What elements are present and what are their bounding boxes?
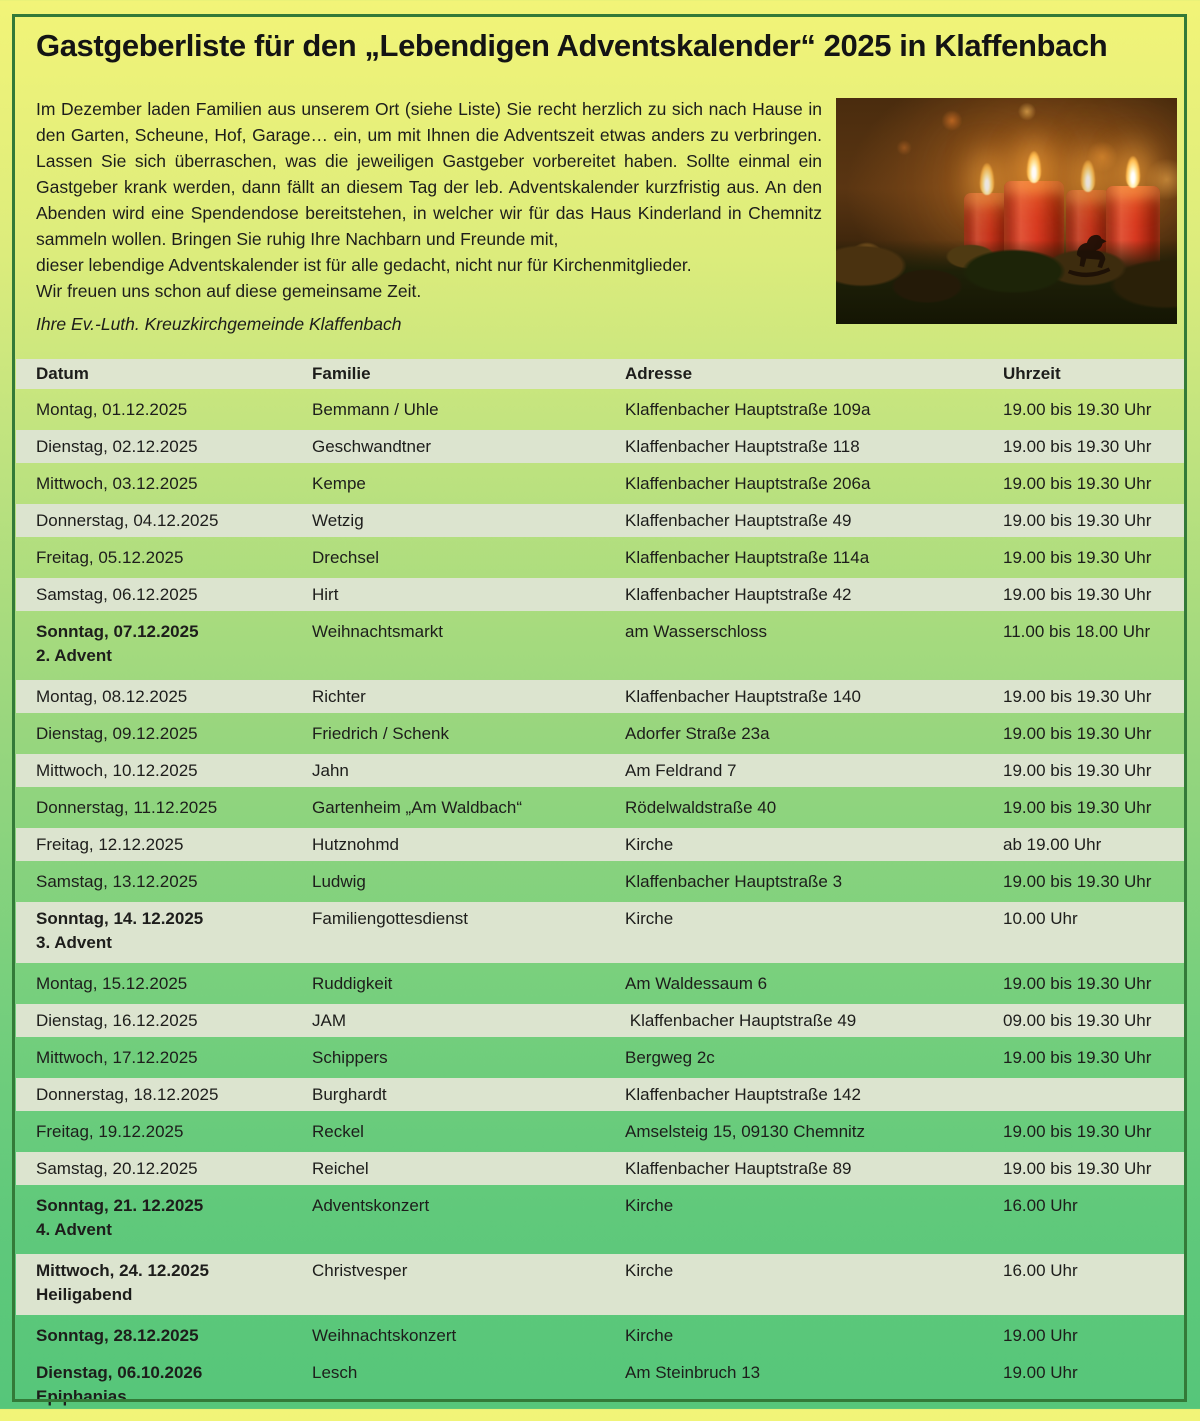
cell-adresse: Kirche bbox=[625, 909, 674, 928]
intro-line: Gastgeber krank werden, dann fällt an diesem Tag der leb. Adventskalender kurzfristig aus. An den bbox=[36, 177, 822, 197]
cell-datum-subtitle: 3. Advent bbox=[36, 933, 112, 952]
cell-familie: Gartenheim „Am Waldbach“ bbox=[312, 797, 523, 817]
cell-datum: Mittwoch, 17.12.2025 bbox=[36, 1047, 198, 1067]
cell-adresse: Am Waldessaum 6 bbox=[625, 973, 768, 993]
table-row bbox=[16, 967, 1184, 1000]
candle-flame bbox=[980, 163, 995, 195]
cell-datum: Mittwoch, 03.12.2025 bbox=[36, 473, 198, 493]
cell-adresse: Kirche bbox=[625, 1196, 674, 1215]
cell-uhrzeit: 19.00 bis 19.30 Uhr bbox=[1003, 1047, 1152, 1067]
cell-datum: Dienstag, 16.12.2025 bbox=[36, 1010, 198, 1030]
cell-adresse: Klaffenbacher Hauptstraße 140 bbox=[625, 686, 861, 706]
table-row bbox=[16, 754, 1184, 787]
cell-uhrzeit: 19.00 Uhr bbox=[1003, 1325, 1078, 1345]
cell-uhrzeit: 19.00 bis 19.30 Uhr bbox=[1003, 871, 1152, 891]
cell-adresse: Amselsteig 15, 09130 Chemnitz bbox=[625, 1121, 866, 1141]
cell-uhrzeit: ab 19.00 Uhr bbox=[1003, 834, 1102, 854]
intro-line: sammeln wollen. Bringen Sie ruhig Ihre Nachbarn und Freunde mit, bbox=[36, 229, 559, 249]
cell-familie: Hutznohmd bbox=[312, 834, 399, 854]
cell-datum: Sonntag, 21. 12.2025 4. Advent bbox=[36, 1194, 312, 1242]
cell-uhrzeit: 19.00 bis 19.30 Uhr bbox=[1003, 797, 1152, 817]
cell-datum: Montag, 01.12.2025 bbox=[36, 399, 188, 419]
cell-datum-subtitle: 2. Advent bbox=[36, 646, 112, 665]
cell-datum: Mittwoch, 10.12.2025 bbox=[36, 760, 198, 780]
table-row bbox=[16, 865, 1184, 898]
cell-adresse: Rödelwaldstraße 40 bbox=[625, 797, 777, 817]
cell-adresse: Klaffenbacher Hauptstraße 89 bbox=[625, 1158, 852, 1178]
page-title: Gastgeberliste für den „Lebendigen Adventskalender“ 2025 in Klaffenbach bbox=[36, 28, 1108, 63]
cell-familie: Kempe bbox=[312, 473, 366, 493]
cell-adresse: Klaffenbacher Hauptstraße 49 bbox=[625, 510, 852, 530]
candle-flame bbox=[1126, 156, 1141, 188]
table-row bbox=[16, 1152, 1184, 1185]
table-row bbox=[16, 541, 1184, 574]
cell-familie: Richter bbox=[312, 686, 366, 706]
table-row bbox=[16, 680, 1184, 713]
cell-adresse: Kirche bbox=[625, 1261, 674, 1280]
table-row bbox=[16, 1078, 1184, 1111]
table-row bbox=[16, 1004, 1184, 1037]
cell-datum: Freitag, 19.12.2025 bbox=[36, 1121, 184, 1141]
table-row bbox=[16, 615, 1184, 676]
col-header-uhrzeit: Uhrzeit bbox=[1003, 364, 1061, 383]
cell-datum: Dienstag, 02.12.2025 bbox=[36, 436, 198, 456]
cell-adresse: Klaffenbacher Hauptstraße 3 bbox=[625, 871, 843, 891]
intro-line: Abenden wird eine Spendendose bereitstehen, in welcher wir für das Haus Kinderland in Chemnitz bbox=[36, 203, 822, 223]
wreath-greenery bbox=[836, 240, 1177, 324]
cell-adresse: Am Steinbruch 13 bbox=[625, 1363, 761, 1382]
table-row bbox=[16, 828, 1184, 861]
cell-datum: Donnerstag, 04.12.2025 bbox=[36, 510, 219, 530]
candle-flame bbox=[1027, 151, 1042, 183]
cell-uhrzeit: 19.00 bis 19.30 Uhr bbox=[1003, 473, 1152, 493]
intro-line: Wir freuen uns schon auf diese gemeinsame Zeit. bbox=[36, 281, 422, 301]
cell-familie: Ruddigkeit bbox=[312, 973, 393, 993]
cell-familie: Friedrich / Schenk bbox=[312, 723, 449, 743]
cell-datum-subtitle: Epiphanias bbox=[36, 1387, 127, 1406]
cell-familie: Schippers bbox=[312, 1047, 388, 1067]
cell-datum: Sonntag, 28.12.2025 bbox=[36, 1325, 199, 1345]
cell-adresse: Kirche bbox=[625, 834, 674, 854]
cell-datum: Dienstag, 06.10.2026 Epiphanias bbox=[36, 1361, 312, 1409]
cell-familie: Adventskonzert bbox=[312, 1196, 430, 1215]
cell-uhrzeit: 19.00 bis 19.30 Uhr bbox=[1003, 510, 1152, 530]
cell-uhrzeit: 19.00 Uhr bbox=[1003, 1363, 1078, 1382]
cell-uhrzeit: 19.00 bis 19.30 Uhr bbox=[1003, 973, 1152, 993]
cell-datum: Samstag, 13.12.2025 bbox=[36, 871, 198, 891]
cell-uhrzeit: 19.00 bis 19.30 Uhr bbox=[1003, 1121, 1152, 1141]
cell-adresse: Am Feldrand 7 bbox=[625, 760, 737, 780]
intro-line: dieser lebendige Adventskalender ist für alle gedacht, nicht nur für Kirchenmitglieder. bbox=[36, 255, 692, 275]
cell-uhrzeit: 19.00 bis 19.30 Uhr bbox=[1003, 547, 1152, 567]
advent-wreath-photo bbox=[836, 98, 1177, 324]
cell-adresse: am Wasserschloss bbox=[625, 622, 768, 641]
table-row bbox=[16, 430, 1184, 463]
cell-adresse: Klaffenbacher Hauptstraße 42 bbox=[625, 584, 852, 604]
cell-uhrzeit: 11.00 bis 18.00 Uhr bbox=[1003, 622, 1151, 641]
cell-uhrzeit: 19.00 bis 19.30 Uhr bbox=[1003, 584, 1152, 604]
table-row bbox=[16, 1254, 1184, 1315]
table-row bbox=[16, 902, 1184, 963]
table-row bbox=[16, 1115, 1184, 1148]
credit-line: Ihre Ev.-Luth. Kreuzkirchgemeinde Klaffenbach bbox=[36, 314, 402, 334]
cell-adresse: Klaffenbacher Hauptstraße 206a bbox=[625, 473, 871, 493]
cell-datum: Mittwoch, 24. 12.2025 Heiligabend bbox=[36, 1259, 312, 1307]
cell-adresse: Klaffenbacher Hauptstraße 142 bbox=[625, 1084, 861, 1104]
cell-familie: Weihnachtsmarkt bbox=[312, 622, 444, 641]
cell-adresse: Bergweg 2c bbox=[625, 1047, 715, 1067]
cell-uhrzeit: 19.00 bis 19.30 Uhr bbox=[1003, 686, 1152, 706]
col-header-datum: Datum bbox=[36, 364, 89, 383]
intro-paragraph bbox=[36, 96, 822, 304]
cell-familie: Lesch bbox=[312, 1363, 358, 1382]
table-row bbox=[16, 578, 1184, 611]
cell-familie: Bemmann / Uhle bbox=[312, 399, 439, 419]
table-row bbox=[16, 504, 1184, 537]
cell-uhrzeit: 19.00 bis 19.30 Uhr bbox=[1003, 399, 1152, 419]
cell-uhrzeit: 19.00 bis 19.30 Uhr bbox=[1003, 436, 1152, 456]
intro-line: Im Dezember laden Familien aus unserem Ort (siehe Liste) Sie recht herzlich zu sich nach Hause in bbox=[36, 99, 822, 119]
cell-uhrzeit: 16.00 Uhr bbox=[1003, 1261, 1078, 1280]
cell-datum: Montag, 15.12.2025 bbox=[36, 973, 188, 993]
cell-familie: Weihnachtskonzert bbox=[312, 1325, 457, 1345]
cell-datum-subtitle: 4. Advent bbox=[36, 1220, 112, 1239]
host-table bbox=[16, 359, 1184, 1421]
cell-adresse: Klaffenbacher Hauptstraße 109a bbox=[625, 399, 871, 419]
cell-uhrzeit: 10.00 Uhr bbox=[1003, 909, 1078, 928]
cell-familie: Wetzig bbox=[312, 510, 364, 530]
cell-datum: Dienstag, 09.12.2025 bbox=[36, 723, 198, 743]
table-row bbox=[16, 1319, 1184, 1352]
cell-uhrzeit: 19.00 bis 19.30 Uhr bbox=[1003, 723, 1152, 743]
table-header-row bbox=[16, 359, 1184, 389]
cell-uhrzeit: 09.00 bis 19.30 Uhr bbox=[1003, 1010, 1152, 1030]
cell-familie: Familiengottesdienst bbox=[312, 909, 468, 928]
table-row bbox=[16, 1041, 1184, 1074]
cell-adresse: Klaffenbacher Hauptstraße 114a bbox=[625, 547, 870, 567]
cell-familie: Christvesper bbox=[312, 1261, 408, 1280]
cell-familie: Geschwandtner bbox=[312, 436, 432, 456]
table-row bbox=[16, 1189, 1184, 1250]
table-row bbox=[16, 791, 1184, 824]
cell-datum-subtitle: Heiligabend bbox=[36, 1285, 133, 1304]
col-header-familie: Familie bbox=[312, 364, 371, 383]
cell-adresse: Kirche bbox=[625, 1325, 674, 1345]
cell-datum: Donnerstag, 18.12.2025 bbox=[36, 1084, 219, 1104]
cell-familie: Jahn bbox=[312, 760, 349, 780]
cell-datum: Freitag, 05.12.2025 bbox=[36, 547, 184, 567]
cell-adresse: Adorfer Straße 23a bbox=[625, 723, 770, 743]
cell-adresse: Klaffenbacher Hauptstraße 49 bbox=[625, 1010, 857, 1030]
cell-familie: Drechsel bbox=[312, 547, 380, 567]
intro-line: den Garten, Scheune, Hof, Garage… ein, um mit Ihnen die Adventszeit etwas anders zu verbringen. bbox=[36, 125, 822, 145]
rocking-horse-silhouette bbox=[1060, 216, 1116, 290]
cell-familie: Ludwig bbox=[312, 871, 366, 891]
cell-datum: Samstag, 06.12.2025 bbox=[36, 584, 198, 604]
col-header-adresse: Adresse bbox=[625, 364, 693, 383]
cell-familie: Hirt bbox=[312, 584, 339, 604]
intro-line: Lassen Sie sich überraschen, was die jeweiligen Gastgeber vorbereitet haben. Sollte einmal ein bbox=[36, 151, 822, 171]
cell-datum: Samstag, 20.12.2025 bbox=[36, 1158, 198, 1178]
cell-datum: Freitag, 12.12.2025 bbox=[36, 834, 184, 854]
cell-datum: Sonntag, 07.12.2025 2. Advent bbox=[36, 620, 312, 668]
cell-familie: JAM bbox=[312, 1010, 346, 1030]
table-row bbox=[16, 393, 1184, 426]
cell-datum: Sonntag, 14. 12.2025 3. Advent bbox=[36, 907, 312, 955]
table-row bbox=[16, 717, 1184, 750]
cell-familie: Reichel bbox=[312, 1158, 369, 1178]
cell-adresse: Klaffenbacher Hauptstraße 118 bbox=[625, 436, 860, 456]
table-row bbox=[16, 1356, 1184, 1417]
cell-datum: Montag, 08.12.2025 bbox=[36, 686, 188, 706]
candle-flame bbox=[1081, 160, 1096, 192]
cell-datum: Donnerstag, 11.12.2025 bbox=[36, 797, 218, 817]
cell-familie: Reckel bbox=[312, 1121, 364, 1141]
cell-uhrzeit: 16.00 Uhr bbox=[1003, 1196, 1078, 1215]
cell-familie: Burghardt bbox=[312, 1084, 387, 1104]
cell-uhrzeit: 19.00 bis 19.30 Uhr bbox=[1003, 760, 1152, 780]
table-row bbox=[16, 467, 1184, 500]
cell-uhrzeit: 19.00 bis 19.30 Uhr bbox=[1003, 1158, 1152, 1178]
